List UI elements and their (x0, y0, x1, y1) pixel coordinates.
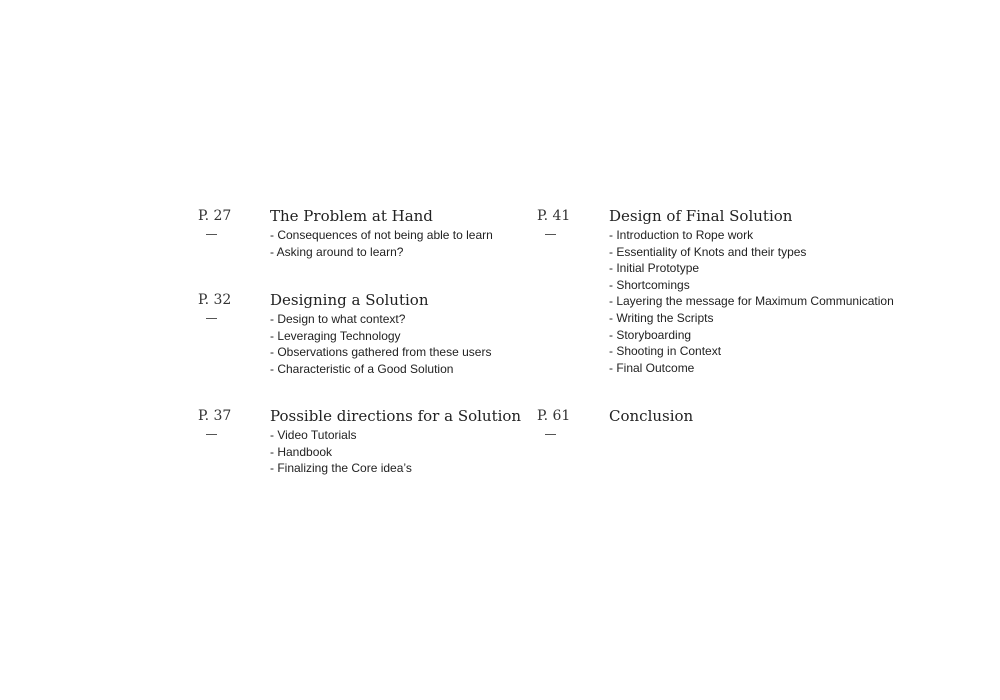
subsection-item: - Layering the message for Maximum Communication (609, 294, 894, 309)
page-number: P. 32 (198, 292, 232, 308)
subsection-item: - Consequences of not being able to learn (270, 228, 493, 242)
divider (206, 434, 217, 435)
subsection-item: - Observations gathered from these users (270, 345, 492, 360)
subsection-list (270, 311, 491, 377)
subsection-item: - Writing the Scripts (609, 310, 714, 325)
section-title: Designing a Solution (270, 291, 429, 309)
subsection-item: - Finalizing the Core idea’s (270, 461, 412, 476)
section-title: Design of Final Solution (609, 207, 793, 225)
subsection-item: - Essentiality of Knots and their types (609, 244, 807, 259)
subsection-item: - Final Outcome (609, 360, 695, 375)
divider (545, 234, 556, 235)
subsection-item: - Introduction to Rope work (609, 228, 754, 242)
page-number: P. 37 (198, 408, 232, 424)
divider (206, 234, 217, 235)
subsection-item: - Asking around to learn? (270, 244, 404, 259)
subsection-item: - Shortcomings (609, 277, 690, 292)
divider (545, 434, 556, 435)
section-title: Possible directions for a Solution (270, 407, 522, 425)
subsection-item: - Storyboarding (609, 327, 692, 342)
page-number: P. 41 (537, 208, 571, 224)
page-number: P. 61 (537, 408, 571, 424)
subsection-item: - Design to what context? (270, 312, 406, 326)
section-title: The Problem at Hand (270, 207, 433, 225)
page-number: P. 27 (198, 208, 232, 224)
subsection-list (270, 227, 493, 260)
subsection-list (609, 227, 894, 376)
subsection-list (270, 427, 412, 477)
subsection-item: - Characteristic of a Good Solution (270, 361, 454, 376)
subsection-item: - Shooting in Context (609, 344, 722, 359)
subsection-item: - Video Tutorials (270, 428, 357, 442)
subsection-item: - Handbook (270, 444, 333, 459)
divider (206, 318, 217, 319)
subsection-item: - Leveraging Technology (270, 328, 401, 343)
subsection-item: - Initial Prototype (609, 261, 700, 276)
section-title: Conclusion (609, 407, 694, 425)
